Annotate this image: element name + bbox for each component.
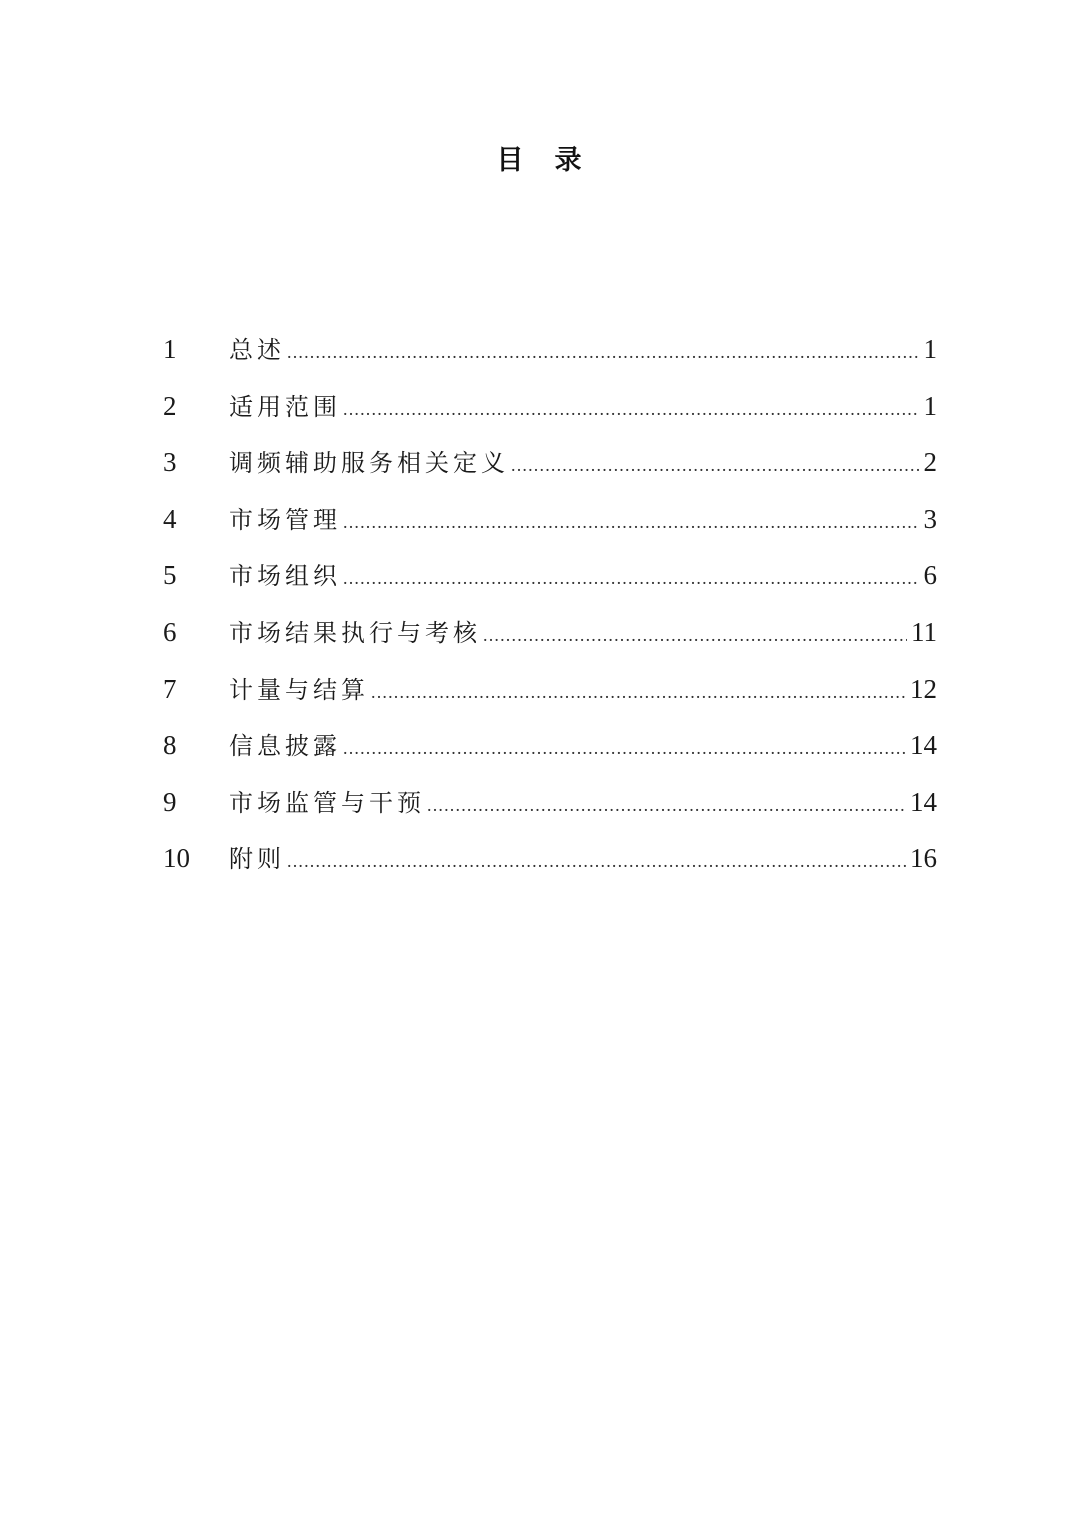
- dot-leader: [427, 795, 906, 816]
- toc-entry-label: 调频辅助服务相关定义: [229, 449, 509, 478]
- toc-entry-page: 11: [911, 616, 937, 647]
- toc-entry-label: 附则: [229, 845, 285, 874]
- toc-entry-number: 7: [163, 673, 177, 704]
- dot-leader: [343, 512, 920, 533]
- toc-entry[interactable]: [163, 330, 937, 387]
- dot-leader: [287, 851, 906, 872]
- toc-entry[interactable]: [163, 500, 937, 557]
- toc-entry-number: 2: [163, 390, 177, 421]
- toc-entry-page: 6: [923, 560, 937, 591]
- dot-leader: [511, 455, 920, 476]
- dot-leader: [371, 682, 906, 703]
- toc-entry[interactable]: [163, 387, 937, 444]
- toc-entry-page: 1: [923, 334, 937, 364]
- toc-entry-label: 市场组织: [229, 562, 341, 591]
- toc-entry[interactable]: [163, 839, 937, 896]
- dot-leader: [483, 625, 907, 646]
- toc-entry-label: 市场管理: [229, 505, 341, 534]
- toc-entry-page: 2: [923, 447, 937, 478]
- toc-entry-label: 计量与结算: [229, 675, 369, 704]
- toc-entry-label: 总述: [229, 336, 285, 364]
- toc-entry-number: 4: [163, 503, 177, 534]
- toc-entry-label: 市场监管与干预: [229, 788, 425, 817]
- dot-leader: [343, 399, 920, 420]
- toc-entry-page: 14: [910, 786, 937, 817]
- toc-entry[interactable]: [163, 670, 937, 727]
- toc-entry-number: 10: [163, 843, 190, 874]
- toc-entry[interactable]: [163, 443, 937, 500]
- toc-entry-number: 3: [163, 447, 177, 478]
- toc-entry-number: 6: [163, 616, 177, 647]
- toc-entry-page: 1: [923, 390, 937, 421]
- page-title: 目 录: [496, 145, 584, 176]
- toc-entry-label: 适用范围: [229, 392, 341, 421]
- toc-entry[interactable]: [163, 556, 937, 613]
- toc-entry-page: 12: [910, 673, 937, 704]
- dot-leader: [287, 342, 920, 363]
- toc-entry-number: 5: [163, 560, 177, 591]
- toc-entry-page: 14: [910, 730, 937, 761]
- dot-leader: [343, 738, 906, 759]
- toc-entry-number: 9: [163, 786, 177, 817]
- toc-entry[interactable]: [163, 613, 937, 670]
- table-of-contents: [163, 330, 937, 896]
- toc-entry-number: 8: [163, 730, 177, 761]
- toc-entry[interactable]: [163, 726, 937, 783]
- toc-entry-page: 3: [923, 503, 937, 534]
- toc-entry-label: 市场结果执行与考核: [229, 618, 481, 647]
- toc-entry-page: 16: [910, 843, 937, 874]
- toc-entry-number: 1: [163, 334, 177, 364]
- toc-entry[interactable]: [163, 783, 937, 840]
- dot-leader: [343, 568, 920, 589]
- toc-entry-label: 信息披露: [229, 732, 341, 761]
